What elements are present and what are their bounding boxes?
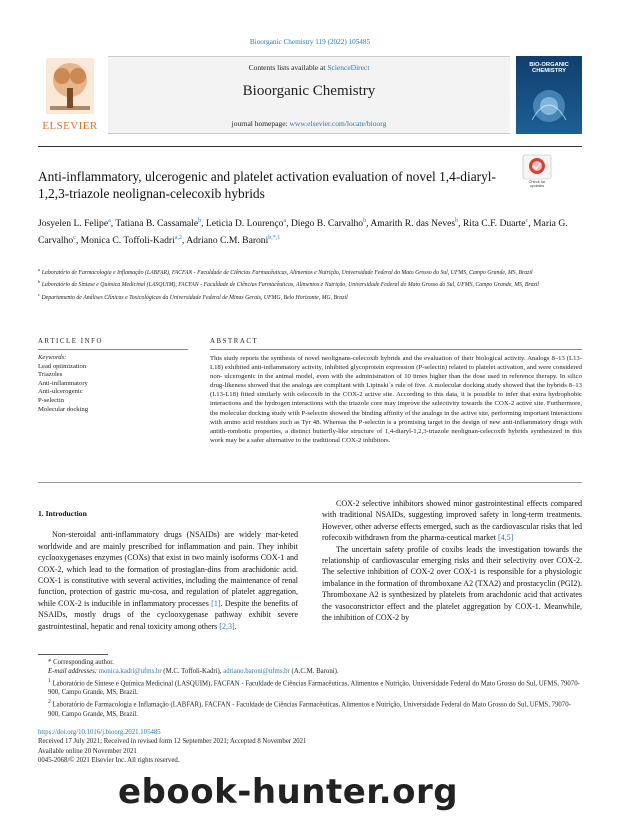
affiliation-label: b <box>38 279 41 285</box>
author-separator: , <box>201 218 206 230</box>
affiliation-label: c <box>38 291 40 297</box>
keywords-list <box>38 363 188 415</box>
reference-link-4-5[interactable]: [4,5] <box>497 533 514 543</box>
author-name[interactable]: Tatiana B. Cassamale <box>115 218 199 230</box>
keyword-item: P-selectin <box>38 396 65 404</box>
author-affiliation-marker[interactable]: b <box>198 218 202 224</box>
author-separator: , <box>286 218 291 230</box>
author-name[interactable]: Leticia D. Lourenço <box>205 218 284 230</box>
journal-name: Bioorganic Chemistry <box>242 83 376 99</box>
journal-citation[interactable]: Bioorganic Chemistry 119 (2022) 105485 <box>249 38 371 46</box>
check-updates-icon <box>522 154 552 180</box>
author-affiliation-marker[interactable]: b <box>363 218 367 224</box>
check-for-updates-badge[interactable] <box>522 154 552 188</box>
elsevier-tree-icon <box>46 58 94 114</box>
affiliation-item <box>38 278 582 289</box>
footnote-2 <box>38 698 582 719</box>
abstract-heading: ABSTRACT <box>210 338 259 345</box>
email-addresses <box>38 667 582 676</box>
affiliation-item <box>38 291 582 302</box>
abstract-bottom-rule <box>38 482 582 483</box>
body-column-right <box>322 498 582 623</box>
section-heading-introduction: 1. Introduction <box>38 509 87 518</box>
footnote-2-text: Laboratório de Farmacologia e Inflamação (LABFAR), FACFAN - Faculdade de Ciências Farmacêuticas, Alimentos e Nutrição, Universidade Federal do Mato Grosso do Sul, UFMS, 79070-900, Campo Grande, MS, Brazil. <box>48 701 571 718</box>
intro-text-2: . Despite the benefits of NSAIDs, mostly drugs of the cyclooxygenase pathway exhibit severe gastrointestinal, hepatic and renal toxicity among others <box>38 598 298 631</box>
author-affiliation-marker[interactable]: c <box>525 218 529 224</box>
intro-text-5: The uncertain safety profile of coxibs leads the investigation towards the relationship of cardiovascular emerging risks and their selectivity over COX-2. The selective inhibition of COX-2 over COX-1 is responsible for a physiologic imbalance in the formation of thromboxane A2 (TXA2) and prostacyclin (PGI2). Thromboxane A2 is synthesized by platelets from arachdonic acid that activates the vasoconstrictor effect and the platelet aggregation by COX-1. Meanwhile, the inhibition of COX-2 by <box>322 544 582 623</box>
watermark-text: ebook-hunter.org <box>118 772 459 812</box>
email-link-baroni[interactable]: adriano.baroni@ufms.br <box>223 668 290 676</box>
check-updates-label: Check for updates <box>528 179 546 189</box>
footnote-1 <box>38 677 582 698</box>
author-affiliation-marker[interactable]: a <box>108 218 111 224</box>
author-affiliation-marker[interactable]: b,*,1 <box>268 235 281 242</box>
author-name[interactable]: Adriano C.M. Baroni <box>186 235 269 247</box>
author-separator: , <box>75 235 81 247</box>
author-name[interactable]: Diego B. Carvalho <box>290 218 364 230</box>
intro-text-4: COX-2 selective inhibitors showed minor gastrointestinal effects compared with traditional NSAIDs, suggesting improved safety in long-term treatments. However, other adverse effects emerged, such as the cardiovascular risks that led rofecoxib withdrawn from the pharma-ceutical market <box>322 499 582 543</box>
affiliation-item <box>38 266 582 277</box>
author-name[interactable]: Rita C.F. Duarte <box>462 218 526 230</box>
email-owner-baroni: (A.C.M. Baroni). <box>289 668 339 676</box>
elsevier-logo <box>38 58 102 134</box>
author-list <box>38 214 582 248</box>
homepage-prefix: journal homepage: <box>231 119 290 128</box>
affiliation-text: Laboratório de Síntese e Química Medicinal (LASQUIM), FACFAN - Faculdade de Ciências Farmacêuticas, Alimentos e Nutrição, Universidade Federal do Mato Grosso do Sul, UFMS, Campo Grande, MS, Brazil <box>41 282 539 289</box>
masthead-box <box>108 56 510 134</box>
affiliation-text: Laboratório de Farmacologia e Inflamação (LABFAR), FACFAN - Faculdade de Ciências Farmacêuticas, Alimentos e Nutrição, Universidade Federal do Mato Grosso do Sul, UFMS, Campo Grande, MS, Brazil <box>41 269 533 276</box>
keyword-item: Anti-ulcerogenic <box>38 388 83 396</box>
intro-paragraph-3 <box>322 544 582 624</box>
author-separator: , <box>110 218 116 230</box>
sciencedirect-link[interactable]: ScienceDirect <box>327 63 370 72</box>
author-affiliation-marker[interactable]: a,2 <box>174 235 182 242</box>
reference-link-2-3[interactable]: [2,3] <box>219 621 235 631</box>
keyword-item: Molecular docking <box>38 405 88 413</box>
author-affiliation-marker[interactable]: b <box>455 218 459 224</box>
article-title: Anti-inflammatory, ulcerogenic and platelet activation evaluation of novel 1,4-diaryl-1,2,3-triazole neolignan-celecoxib hybrids <box>38 169 496 201</box>
intro-text-1: Non-steroidal anti-inflammatory drugs (NSAIDs) are widely mar-keted worldwide and are mainly prescribed for inflammation and pain. They inhibit cyclooxygenases enzymes (COXs) that exist in two mainly isoforms COX-1 and COX-2, which lead to the formation of prostaglan-dins from arachidonic acid. COX-1 is constitutive with several activities, including the maintenance of renal function, protection of gastric mu-cosa, and regulation of platelet aggregation, while COX-2 is inducible in inflammatory processes <box>38 530 298 608</box>
footnotes <box>38 658 582 719</box>
affiliation-text: Departamento de Análises Clínicas e Toxicológicas da Universidade Federal de Minas Gerais, UFMG, Belo Horizonte, MG, Brazil <box>41 294 348 301</box>
intro-paragraph-2 <box>322 498 582 544</box>
abstract-rule <box>210 349 582 350</box>
footnote-2-marker: 2 <box>48 698 51 705</box>
author-separator: , <box>181 235 187 247</box>
homepage-line <box>108 119 510 128</box>
author-name[interactable]: Josyelen L. Felipe <box>38 218 109 230</box>
abstract-text: This study reports the synthesis of novel neolignans-celecoxib hybrids and the evaluation of their biological activity. Analogs 8–13 (L13-L18) exhibited anti-inflammatory activity, inhibited glycoprotein expression (P-selectin) related to platelet activation, and were considered non- ulcerogenic in the animal model, even with the administration of 10 times higher than the dose used in reference therapy. In silico drug-likeness showed that the analogs are compliant with Lipinski´s rule of five. A molecular docking study showed that the hybrids 8–13 (L13-L18) fitted similarly with celecoxib in the COX-2 active site. According to this data, it is possible to infer that extra hydrophobic interactions and the hydrogen interactions with the triazole core may improve the selectivity towards the COX-2 active site. Furthermore, the molecular docking study with P-selectin showed the binding affinity of the analogs in the active site, performing important interactions with amino acid residues such as Tyr 48. Whereas the P-selectin is a promising target to the design of new anti-inflammatory drugs with antith-rombotic properties, a distinct butterfly-like structure of 1,4-diaryl-1,2,3-triazole neolignan-celecoxib hybrids synthesized in this work may be a safer alternative to the traditional COX-2 inhibitors. <box>210 355 582 444</box>
header-rule <box>38 146 582 147</box>
author-separator: , <box>528 218 534 230</box>
email-owner-kadri: (M.C. Toffoli-Kadri), <box>161 668 224 676</box>
elsevier-wordmark: ELSEVIER <box>42 120 98 132</box>
author-affiliation-marker[interactable]: a <box>283 218 287 224</box>
intro-text-3: . <box>234 621 237 631</box>
keyword-item: Triazoles <box>38 371 63 379</box>
keyword-item: Anti-inflammatory <box>38 379 88 387</box>
email-link-kadri[interactable]: monica.kadri@ufms.br <box>98 668 162 676</box>
contents-line <box>108 63 510 72</box>
received-dates: Received 17 July 2021; Received in revised form 12 September 2021; Accepted 8 November 2021 <box>38 738 307 746</box>
journal-cover <box>516 56 582 134</box>
corresponding-author-note: * Corresponding author. <box>48 659 114 666</box>
author-name[interactable]: Maria G. Carvalho <box>38 218 568 247</box>
article-info-heading: ARTICLE INFO <box>38 338 104 345</box>
body-column-left <box>38 508 298 632</box>
contents-prefix: Contents lists available at <box>248 63 328 72</box>
footnote-1-text: Laboratório de Síntese e Química Medicinal (LASQUIM), FACFAN - Faculdade de Ciências Farmacêuticas, Alimentos e Nutrição, Universidade Federal do Mato Grosso do Sul, UFMS, 79070-900, Campo Grande, MS, Brazil. <box>48 680 580 697</box>
author-name[interactable]: Amarith R. das Neves <box>370 218 456 230</box>
cover-title: BIO-ORGANIC CHEMISTRY <box>529 62 569 75</box>
article-info-rule <box>38 349 188 350</box>
author-separator: , <box>366 218 371 230</box>
footnote-1-marker: 1 <box>48 677 51 684</box>
email-label: E-mail addresses: <box>48 668 99 676</box>
reference-link-1[interactable]: [1] <box>211 598 221 608</box>
masthead <box>38 56 582 136</box>
author-name[interactable]: Monica C. Toffoli-Kadri <box>80 235 175 247</box>
intro-paragraph-1 <box>38 529 298 632</box>
available-online-date: Available online 20 November 2021 <box>38 747 137 755</box>
affiliation-label: a <box>38 267 41 272</box>
affiliations <box>38 266 582 303</box>
cover-art-icon <box>526 86 572 126</box>
keyword-item: Lead optimization <box>38 362 87 370</box>
author-affiliation-marker[interactable]: c <box>73 235 76 242</box>
journal-homepage-link[interactable]: www.elsevier.com/locate/bioorg <box>289 119 387 128</box>
keywords-block <box>38 354 188 414</box>
doi-link[interactable]: https://doi.org/10.1016/j.bioorg.2021.105485 <box>38 729 161 736</box>
author-separator: , <box>458 218 463 230</box>
publication-info <box>38 728 582 766</box>
copyright-line: 0045-2068/© 2021 Elsevier Inc. All rights reserved. <box>38 757 180 765</box>
footnote-rule <box>38 654 108 655</box>
keywords-label: Keywords: <box>38 354 67 361</box>
